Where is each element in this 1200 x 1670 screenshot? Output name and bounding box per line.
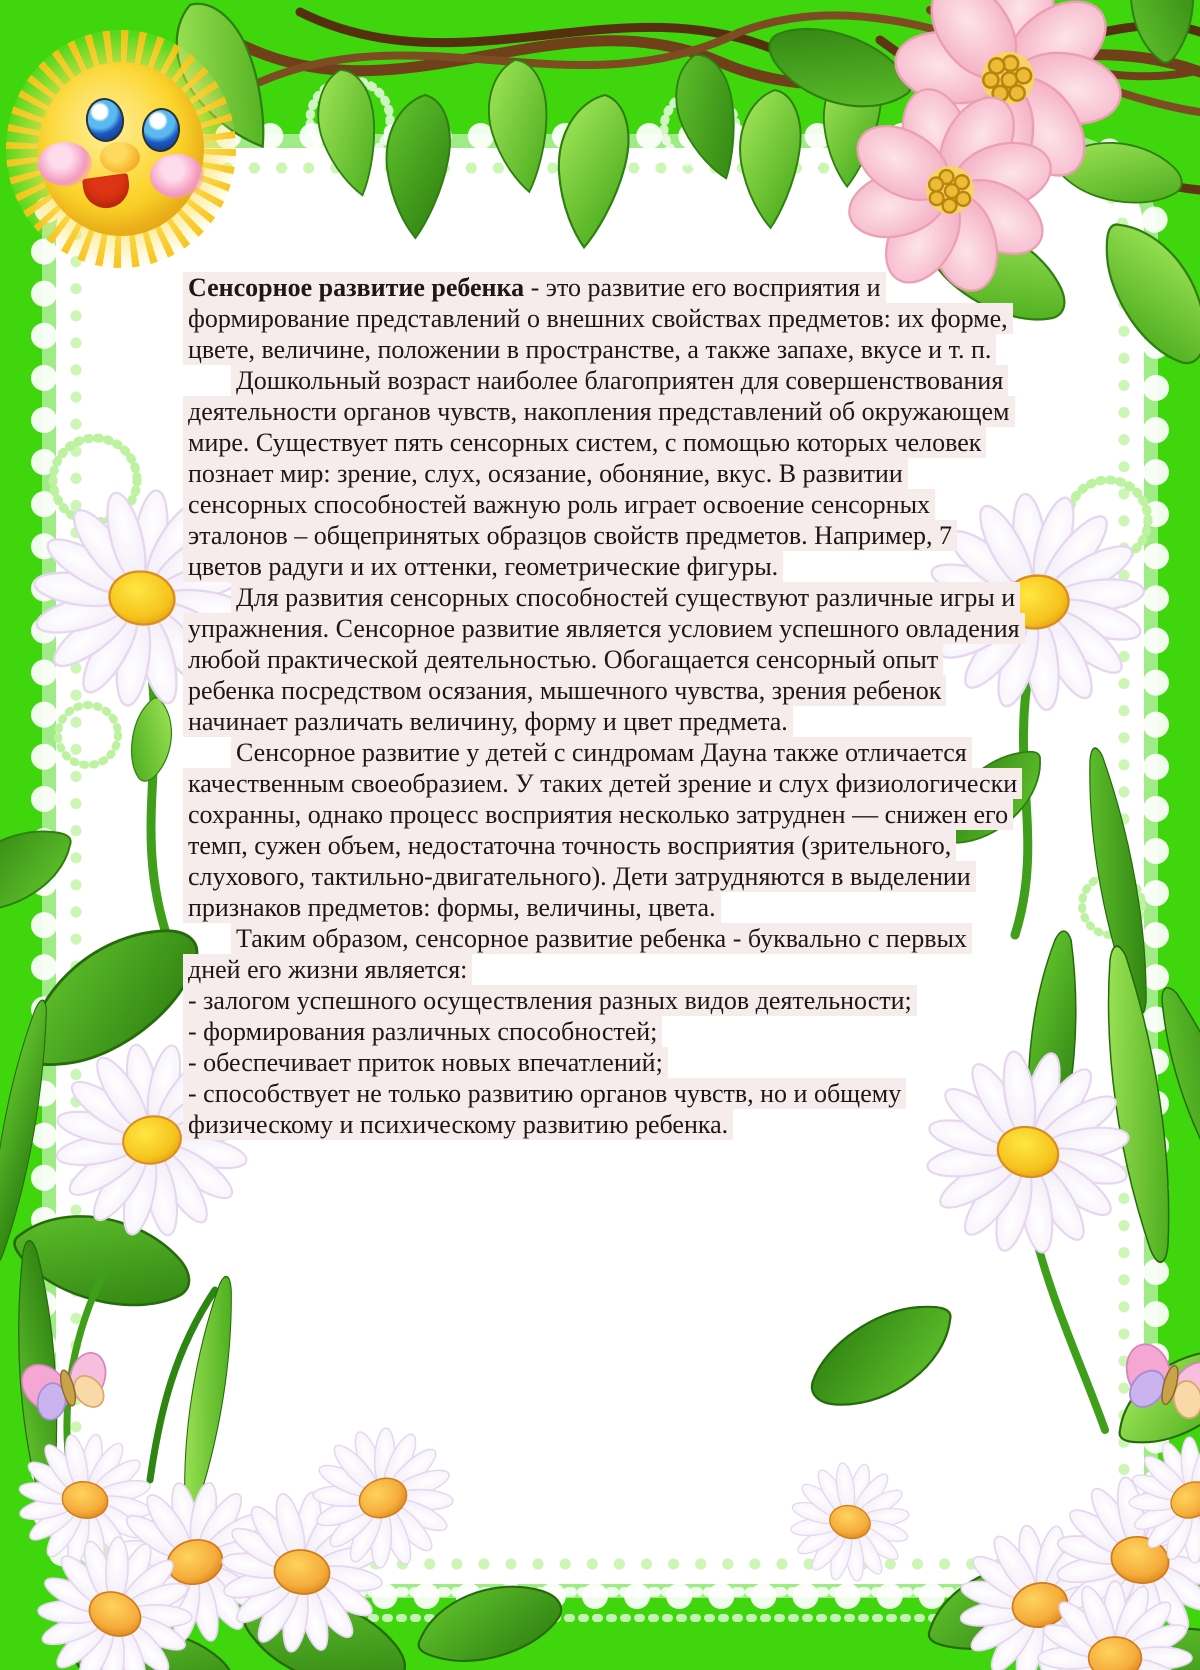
paragraph: Сенсорное развитие у детей с синдромам Дауна также отличается качественным своеобразием. У таких детей зрение и слух физиологически сохранны, однако процесс восприятия несколько затруднен — снижен его темп, сужен объем, недостаточна точность восприятия (зрительного, слухового, тактильно-двигательного). Дети затрудняются в выделении признаков предметов: формы, величины, цвета.	[183, 737, 1023, 923]
sun-right-eye	[140, 106, 182, 154]
bullet-item: - способствует не только развитию органов чувств, но и общему физическому и психическому развитию ребенка.	[183, 1078, 1023, 1140]
bullet-item: - обеспечивает приток новых впечатлений;	[183, 1047, 1023, 1078]
bullet-item: - формирования различных способностей;	[183, 1016, 1023, 1047]
paragraph: Дошкольный возраст наиболее благоприятен для совершенствования деятельности органов чувств, накопления представлений об окружающем мире. Существует пять сенсорных систем, с помощью которых человек познает мир: зрение, слух, осязание, обоняние, вкус. В развитии сенсорных способностей важную роль играет освоение сенсорных эталонов – общепринятых образцов свойств предметов. Например, 7 цветов радуги и их оттенки, геометрические фигуры.	[183, 365, 1023, 582]
sun-mouth	[82, 173, 132, 211]
lead-paragraph	[183, 272, 1023, 365]
document-text	[183, 272, 1023, 1140]
bullet-item: - залогом успешного осуществления разных видов деятельности;	[183, 985, 1023, 1016]
lead-rest: - это развитие его восприятия и формирование представлений о внешних свойствах предметов: их форме, цвете, величине, положении в пространстве, а также запахе, вкусе и т. п.	[188, 273, 1008, 364]
lead-term: Сенсорное развитие ребенка	[188, 273, 525, 302]
sun-illustration	[6, 30, 236, 268]
sun-right-cheek	[150, 154, 204, 198]
sun-face	[38, 62, 204, 236]
paragraph: Для развития сенсорных способностей существуют различные игры и упражнения. Сенсорное развитие является условием успешного овладения любой практической деятельностью. Обогащается сенсорный опыт ребенка посредством осязания, мышечного чувства, зрения ребенок начинает различать величину, форму и цвет предмета.	[183, 582, 1023, 737]
sun-nose	[100, 142, 140, 173]
sun-left-eye	[83, 96, 127, 145]
paragraph: Таким образом, сенсорное развитие ребенка - буквально с первых дней его жизни является:	[183, 923, 1023, 985]
